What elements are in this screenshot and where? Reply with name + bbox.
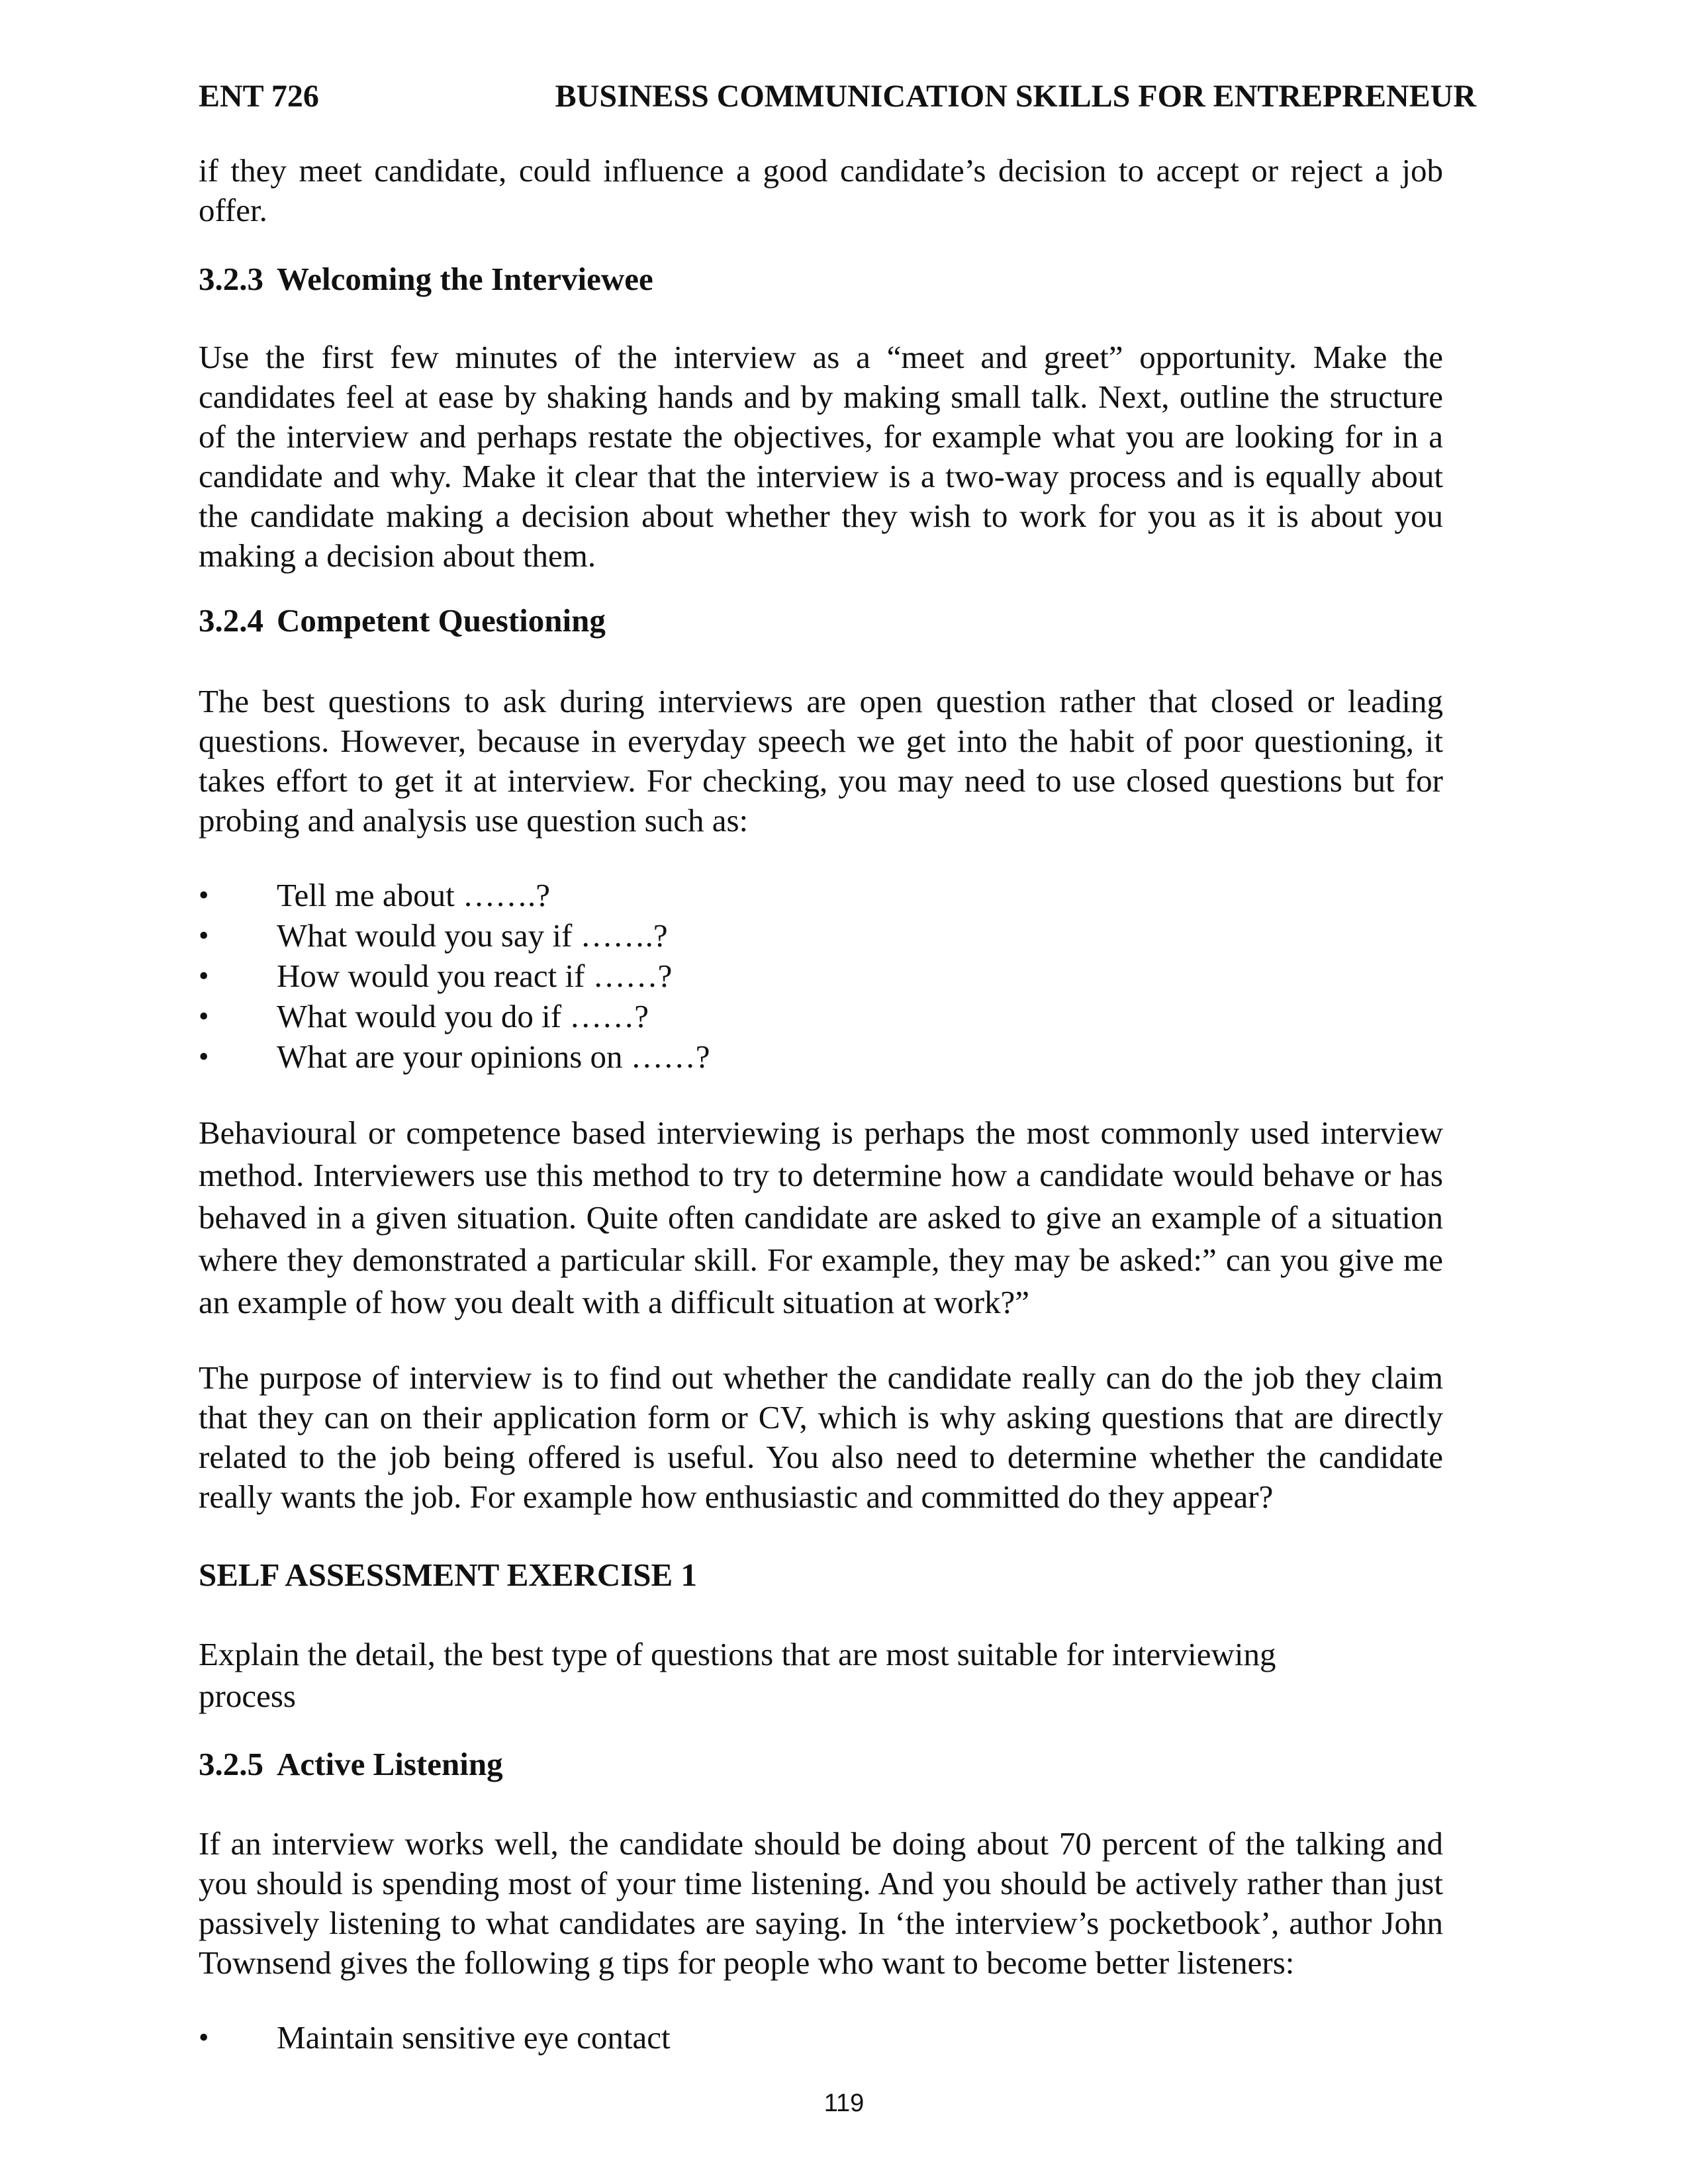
- section-number: 3.2.3: [199, 261, 263, 297]
- question-examples-list: [199, 875, 1390, 1077]
- section-number: 3.2.5: [199, 1746, 263, 1782]
- section-number: 3.2.4: [199, 602, 263, 639]
- bullet-icon: •: [199, 1000, 209, 1032]
- welcoming-paragraph: Use the first few minutes of the interview as a “meet and greet” opportunity. Make the candidates feel at ease by shaking hands and by making small talk. Next, outline the structure of the interview and perhaps restate the objectives, for example what you are looking for in a candidate and why. Make it clear that the interview is a two-way process and is equally about the candidate making a decision about whether they wish to work for you as it is about you making a decision about them.: [199, 339, 1443, 574]
- list-item: • Tell me about …….?: [199, 875, 1390, 915]
- list-item: • How would you react if ……?: [199, 956, 1390, 996]
- running-header: [199, 77, 1476, 116]
- bullet-icon: •: [199, 919, 209, 952]
- self-assessment-heading: SELF ASSESSMENT EXERCISE 1: [199, 1557, 697, 1593]
- self-assessment-text: Explain the detail, the best type of questions that are most suitable for interviewing process: [199, 1636, 1276, 1714]
- list-item: • Maintain sensitive eye contact: [199, 2017, 1390, 2058]
- section-title: Active Listening: [277, 1746, 503, 1782]
- questioning-paragraph: The best questions to ask during interviews are open question rather that closed or leading questions. However, because in everyday speech we get into the habit of poor questioning, it takes effort to get it at interview. For checking, you may need to use closed questions but for probing and analysis use question such as:: [199, 683, 1443, 839]
- section-heading-3-2-5: [199, 1745, 503, 1784]
- bullet-icon: •: [199, 879, 209, 911]
- list-item: • What are your opinions on ……?: [199, 1036, 1390, 1077]
- course-code: ENT 726: [199, 79, 319, 114]
- bullet-icon: •: [199, 1040, 209, 1073]
- section-title: Competent Questioning: [277, 602, 606, 639]
- bullet-icon: •: [199, 960, 209, 992]
- purpose-paragraph: The purpose of interview is to find out whether the candidate really can do the job they claim that they can on their application form or CV, which is why asking questions that are directly related to the job being offered is useful. You also need to determine whether the candidate really wants the job. For example how enthusiastic and committed do they appear?: [199, 1359, 1443, 1515]
- section-heading-3-2-3: [199, 259, 653, 299]
- intro-paragraph: if they meet candidate, could influence a good candidate’s decision to accept or reject a job offer.: [199, 152, 1443, 228]
- bullet-icon: •: [199, 2021, 209, 2054]
- section-title: Welcoming the Interviewee: [277, 261, 653, 297]
- list-item: • What would you say if …….?: [199, 915, 1390, 956]
- section-heading-3-2-4: [199, 601, 606, 641]
- behavioural-paragraph: Behavioural or competence based interviewing is perhaps the most commonly used interview method. Interviewers use this method to try to determine how a candidate would behave or has behaved in a given situation. Quite often candidate are asked to give an example of a situation where they demonstrated a particular skill. For example, they may be asked:” can you give me an example of how you dealt with a difficult situation at work?”: [199, 1115, 1443, 1320]
- listening-tips-list: [199, 2017, 1390, 2058]
- course-title: BUSINESS COMMUNICATION SKILLS FOR ENTREPRENEUR: [555, 79, 1476, 114]
- page-number: 119: [823, 2089, 865, 2117]
- active-listening-paragraph: If an interview works well, the candidate should be doing about 70 percent of the talking and you should is spending most of your time listening. And you should be actively rather than just passively listening to what candidates are saying. In ‘the interview’s pocketbook’, author John Townsend gives the following g tips for people who want to become better listeners:: [199, 1825, 1443, 1981]
- list-item: • What would you do if ……?: [199, 996, 1390, 1036]
